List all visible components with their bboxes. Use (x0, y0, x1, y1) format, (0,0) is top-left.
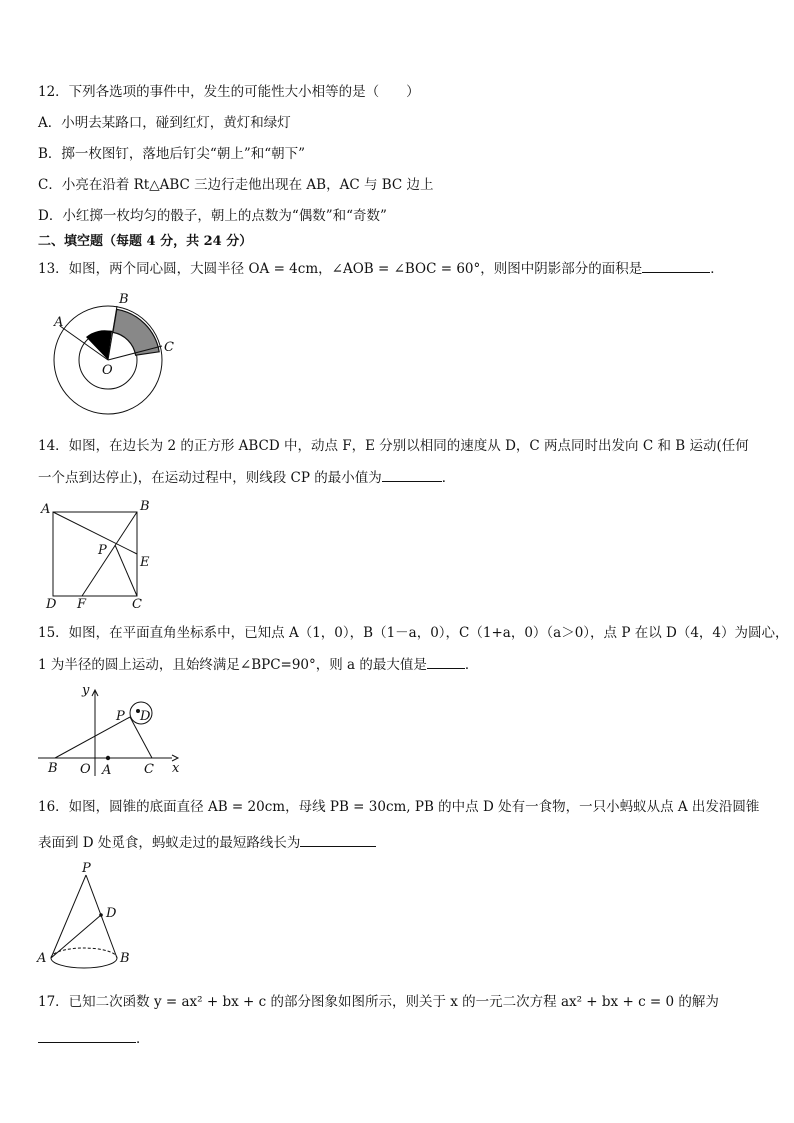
answer-blank (642, 258, 710, 273)
label-b: B (119, 292, 129, 307)
label-y: y (82, 683, 90, 698)
q14-square-figure (40, 498, 160, 613)
label-c: C (132, 597, 142, 612)
label-e: E (140, 555, 150, 570)
q12-option-b: B．掷一枚图钉，落地后钉尖“朝上”和“朝下” (38, 146, 306, 162)
q16-line2 (38, 832, 376, 853)
shaded-inner-sector (86, 330, 112, 360)
q15-line2 (38, 654, 478, 675)
label-f: F (77, 597, 87, 612)
answer-blank (38, 1028, 136, 1043)
q15-text: 1 为半径的圆上运动，且始终满足∠BPC=90°，则 a 的最大值是 (38, 657, 427, 673)
label-d: D (106, 906, 117, 921)
q14-text: 一个点到达停止)，在运动过程中，则线段 CP 的最小值为 (38, 470, 382, 486)
segment-ae (53, 512, 137, 554)
label-b: B (140, 499, 150, 514)
q12-option-c: C．小亮在沿着 Rt△ABC 三边行走他出现在 AB，AC 与 BC 边上 (38, 177, 434, 193)
point-d (99, 913, 103, 917)
q13-end: ． (710, 261, 724, 277)
answer-blank (382, 467, 442, 482)
q12-stem: 12．下列各选项的事件中，发生的可能性大小相等的是（ ） (38, 84, 420, 100)
q12-option-a: A．小明去某路口，碰到红灯，黄灯和绿灯 (38, 115, 291, 131)
q14-line1: 14．如图，在边长为 2 的正方形 ABCD 中，动点 F，E 分别以相同的速度从 D，C 两点同时出发向 C 和 B 运动(任何 (38, 438, 749, 454)
label-d: D (140, 709, 151, 724)
label-a: A (41, 502, 51, 517)
q14-line2 (38, 467, 455, 488)
q17-line2 (38, 1028, 150, 1049)
answer-blank (300, 832, 376, 847)
q16-cone-figure (34, 860, 144, 975)
point-a (106, 756, 110, 760)
generatrix-pa (51, 875, 86, 958)
label-a: A (54, 315, 64, 330)
label-p: P (98, 543, 107, 558)
label-b: B (48, 761, 58, 776)
q13-concentric-circles-figure (40, 288, 180, 408)
label-a: A (37, 951, 47, 966)
label-a: A (102, 763, 112, 778)
label-p: P (82, 861, 91, 876)
label-b: B (120, 951, 130, 966)
segment-bf (82, 512, 137, 596)
label-c: C (144, 762, 154, 777)
q17-end: ． (136, 1031, 150, 1047)
cone-base-front (51, 958, 117, 968)
answer-blank (427, 654, 465, 669)
q15-end: ． (464, 657, 479, 673)
q15-coordinate-figure (36, 680, 196, 780)
label-o: O (102, 363, 113, 378)
label-x: x (172, 761, 180, 776)
section-heading: 二、填空题（每题 4 分，共 24 分） (38, 234, 253, 249)
path-ad (51, 915, 101, 958)
q16-text: 表面到 D 处觅食，蚂蚁走过的最短路线长为 (38, 835, 301, 851)
q13-stem (38, 258, 724, 279)
q17-line1: 17．已知二次函数 y = ax² + bx + c 的部分图象如图所示，则关于 x 的一元二次方程 ax² + bx + c = 0 的解为 (38, 994, 719, 1010)
q14-end: ． (441, 470, 456, 486)
label-o: O (80, 762, 91, 777)
label-p: P (116, 709, 125, 724)
q16-line1: 16．如图，圆锥的底面直径 AB = 20cm，母线 PB = 30cm, PB 的中点 D 处有一食物，一只小蚂蚁从点 A 出发沿圆锥 (38, 799, 760, 815)
q12-option-d: D．小红掷一枚均匀的骰子，朝上的点数为“偶数”和“奇数” (38, 208, 387, 224)
label-c: C (164, 340, 174, 355)
q13-text: 13．如图，两个同心圆，大圆半径 OA = 4cm，∠AOB = ∠BOC = 60°，则图中阴影部分的面积是 (38, 261, 643, 277)
square-abcd (53, 512, 137, 596)
label-d: D (46, 597, 57, 612)
q15-line1: 15．如图，在平面直角坐标系中，已知点 A（1，0），B（1－a，0），C（1+a，0）（a＞0），点 P 在以 D（4，4）为圆心， (38, 625, 789, 641)
